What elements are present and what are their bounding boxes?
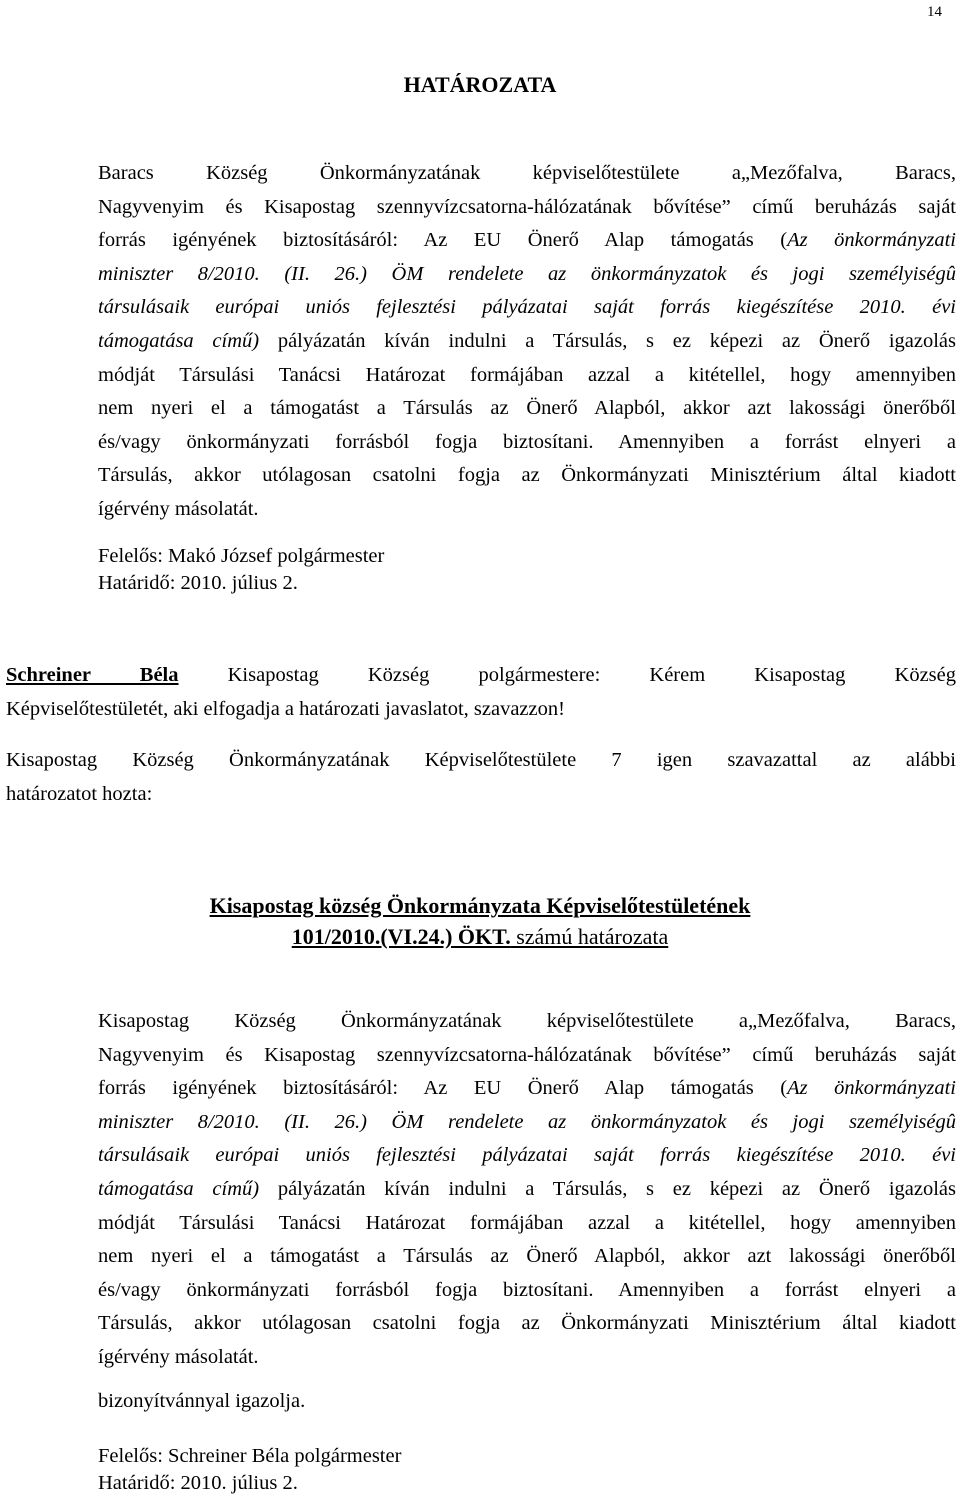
responsible-person: Felelős: Schreiner Béla polgármester xyxy=(98,1445,402,1467)
text-line: Baracs Község Önkormányzatának képviselőtestülete a„Mezőfalva, Baracs, xyxy=(98,162,956,184)
text-line: és/vagy önkormányzati forrásból fogja biztosítani. Amennyiben a forrást elnyeri a xyxy=(98,430,956,453)
deadline: Határidő: 2010. július 2. xyxy=(98,1472,298,1494)
resolution-text-kisapostag xyxy=(98,1005,956,1375)
text-line: határozatot hozta: xyxy=(6,782,153,805)
text-line: Társulás, akkor utólagosan csatolni fogja az Önkormányzati Minisztérium által kiadott xyxy=(98,464,956,487)
text-line: társulásaik európai uniós fejlesztési pályázatai saját forrás kiegészítése 2010. évi xyxy=(98,296,956,319)
text-line: Nagyvenyim és Kisapostag szennyvízcsatorna-hálózatának bővítése” című beruházás saját xyxy=(98,1043,956,1066)
certificate-line: bizonyítvánnyal igazolja. xyxy=(98,1390,306,1412)
responsible-person: Felelős: Makó József polgármester xyxy=(98,545,385,567)
speaker-name: Schreiner Béla xyxy=(6,664,179,686)
text-line: társulásaik európai uniós fejlesztési pályázatai saját forrás kiegészítése 2010. évi xyxy=(98,1144,956,1167)
text-line: módját Társulási Tanácsi Határozat formájában azzal a kitétellel, hogy amennyiben xyxy=(98,1211,956,1234)
text-line: Schreiner Béla Kisapostag Község polgármestere: Kérem Kisapostag Község xyxy=(6,664,956,686)
text-line: ígérvény másolatát. xyxy=(98,1345,259,1368)
text-line: Társulás, akkor utólagosan csatolni fogja az Önkormányzati Minisztérium által kiadott xyxy=(98,1312,956,1335)
page-number: 14 xyxy=(927,4,942,20)
text-line: ígérvény másolatát. xyxy=(98,497,259,520)
text-line: forrás igényének biztosításáról: Az EU Önerő Alap támogatás (Az önkormányzati xyxy=(98,229,956,252)
text-line: támogatása című) pályázatán kíván indulni a Társulás, s ez képezi az Önerő igazolás xyxy=(98,329,956,352)
text-line: módját Társulási Tanácsi Határozat formájában azzal a kitétellel, hogy amennyiben xyxy=(98,363,956,386)
responsible-block-2 xyxy=(98,1443,401,1497)
responsible-block-1 xyxy=(98,543,384,597)
text-line: támogatása című) pályázatán kíván indulni a Társulás, s ez képezi az Önerő igazolás xyxy=(98,1177,956,1200)
text-line: nem nyeri el a támogatást a Társulás az Önerő Alapból, akkor azt lakossági önerőből xyxy=(98,397,956,420)
decision-title-line-1: Kisapostag község Önkormányzata Képviselőtestületének xyxy=(209,893,751,918)
text-line: nem nyeri el a támogatást a Társulás az Önerő Alapból, akkor azt lakossági önerőből xyxy=(98,1245,956,1268)
text-line: forrás igényének biztosításáról: Az EU Önerő Alap támogatás (Az önkormányzati xyxy=(98,1077,956,1100)
vote-result xyxy=(6,744,956,811)
text-line: Kisapostag Község Önkormányzatának Képviselőtestülete 7 igen szavazattal az alábbi xyxy=(6,749,956,771)
text-line: Képviselőtestületét, aki elfogadja a határozati javaslatot, szavazzon! xyxy=(6,697,565,720)
decision-title xyxy=(0,890,960,952)
text-line: Kisapostag Község Önkormányzatának képviselőtestülete a„Mezőfalva, Baracs, xyxy=(98,1010,956,1032)
resolution-text-baracs xyxy=(98,157,956,527)
text-line: és/vagy önkormányzati forrásból fogja biztosítani. Amennyiben a forrást elnyeri a xyxy=(98,1278,956,1301)
text-line: miniszter 8/2010. (II. 26.) ÖM rendelete az önkormányzatok és jogi személyiségû xyxy=(98,262,956,285)
text-line: Nagyvenyim és Kisapostag szennyvízcsatorna-hálózatának bővítése” című beruházás saját xyxy=(98,195,956,218)
decision-title-line-2: 101/2010.(VI.24.) ÖKT. számú határozata xyxy=(291,924,669,949)
speaker-statement xyxy=(6,659,956,726)
page-title: HATÁROZATA xyxy=(403,72,557,97)
text-line: miniszter 8/2010. (II. 26.) ÖM rendelete az önkormányzatok és jogi személyiségû xyxy=(98,1110,956,1133)
deadline: Határidő: 2010. július 2. xyxy=(98,572,298,594)
